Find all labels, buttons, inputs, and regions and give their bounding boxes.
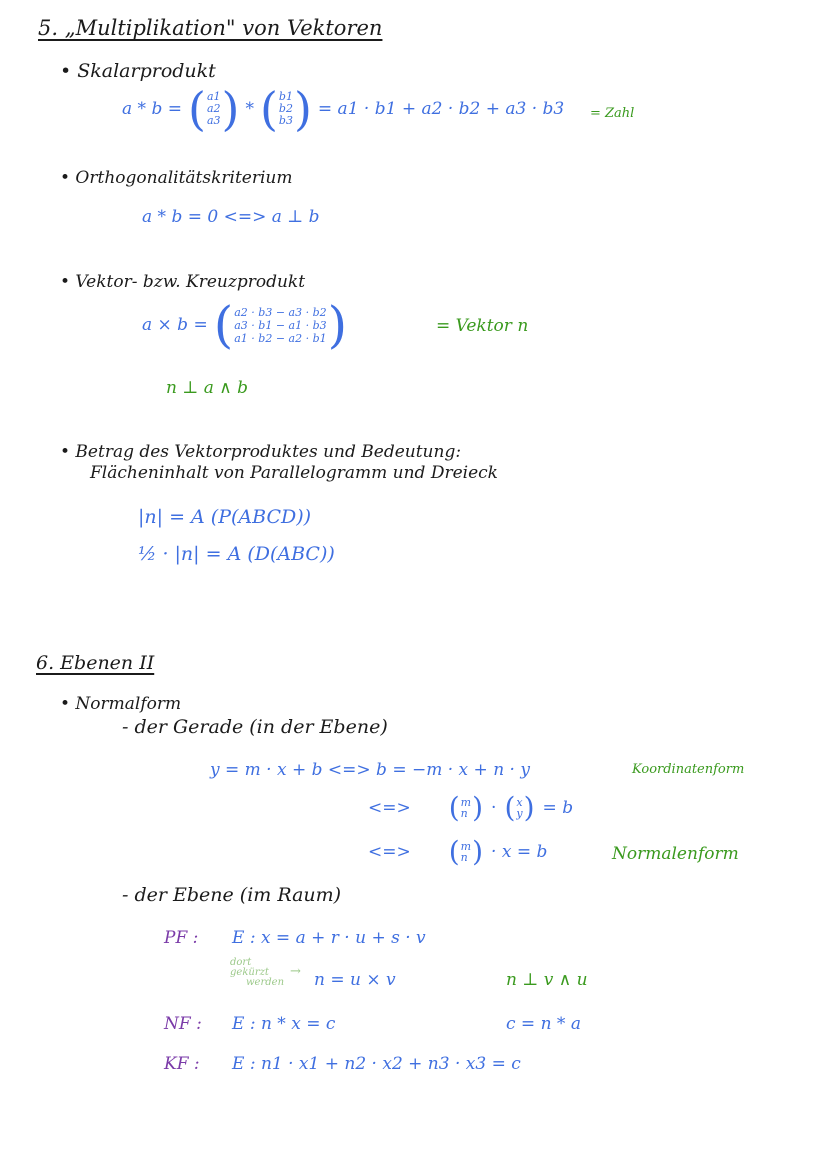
faint-note [230,958,284,988]
skalarprodukt-formula [122,82,565,136]
vector-a-entry: a3 [206,114,221,127]
xy-entry: y [516,807,523,820]
gerade-equation-3-rhs: · x = b [491,842,548,862]
kreuzprodukt-matrix: ( a2 · b3 − a3 · b2 a3 · b1 − a1 · b3 a1 · b2 − a2 · b1 ) [213,296,348,354]
xy-vector-column: ( x y ) [504,791,535,824]
gerade-equation-2-rhs: = b [542,798,574,818]
normal-entry: n [460,851,468,864]
kreuzprodukt-row: a3 · b1 − a1 · b3 [234,318,327,332]
betrag-label-line1: • Betrag des Vektorproduktes und Bedeutung: [60,442,462,462]
normal-vector-perp: n ⊥ v ∧ u [506,970,588,990]
kf-label: KF : [164,1054,200,1074]
vector-b-entry: b1 [278,90,293,103]
skalarprodukt-label: • Skalarprodukt [60,60,216,82]
vector-a-entry: a2 [206,102,221,115]
kreuzprodukt-formula [142,296,348,354]
gerade-equation-1: y = m · x + b <=> b = −m · x + n · y [210,760,530,780]
vector-b-entry: b2 [278,102,293,115]
nf-c-definition: c = n * a [506,1014,581,1034]
pf-label: PF : [164,928,199,948]
gerade-equation-2 [368,791,574,824]
vector-b-entry: b3 [278,114,293,127]
normal-vector-equation: n = u × v [314,970,396,990]
vector-b-column: ( b1 b2 b3 ) [259,82,312,136]
orthogonal-formula: a * b = 0 <=> a ⊥ b [142,207,320,227]
faint-note-line: dort [230,957,252,968]
kf-equation: E : n1 · x1 + n2 · x2 + n3 · x3 = c [232,1054,521,1074]
kreuzprodukt-row: a1 · b2 − a2 · b1 [234,331,327,345]
xy-entry: x [516,796,523,809]
kreuzprodukt-lhs: a × b = [142,315,208,335]
betrag-formula-2: ½ · |n| = A (D(ABC)) [138,543,335,565]
normalform-label: • Normalform [60,694,182,714]
skalarprodukt-lhs: a * b = [122,99,182,119]
nf-label: NF : [164,1014,202,1034]
nf-equation: E : n * x = c [232,1014,336,1034]
kreuzprodukt-row: a2 · b3 − a3 · b2 [234,305,327,319]
faint-note-line: werden [246,977,285,988]
normal-entry: m [460,840,472,853]
skalarprodukt-rhs: = a1 · b1 + a2 · b2 + a3 · b3 [317,99,565,119]
orthogonal-label: • Orthogonalitätskriterium [60,168,293,188]
section-6-title: 6. Ebenen II [36,652,155,674]
koordinatenform-note: Koordinatenform [632,762,745,777]
ebene-subheading: - der Ebene (im Raum) [122,884,342,906]
skalarprodukt-note: = Zahl [590,106,635,121]
skalarprodukt-star: * [245,99,254,119]
kreuzprodukt-label: • Vektor- bzw. Kreuzprodukt [60,272,306,292]
faint-arrow: → [290,964,301,979]
gerade-subheading: - der Gerade (in der Ebene) [122,716,388,738]
normal-entry: n [460,807,468,820]
gerade-equation-3 [368,835,548,868]
normalenform-note: Normalenform [612,844,739,864]
section-5-title: 5. „Multiplikation" von Vektoren [38,16,383,40]
equivalence-symbol: <=> [368,842,411,862]
kreuzprodukt-perp: n ⊥ a ∧ b [166,378,249,398]
faint-note-line: gekürzt [230,967,269,978]
equivalence-symbol: <=> [368,798,411,818]
dot-symbol: · [491,798,497,818]
kreuzprodukt-note: = Vektor n [436,316,529,336]
pf-equation: E : x = a + r · u + s · v [232,928,426,948]
vector-a-column: ( a1 a2 a3 ) [187,82,240,136]
vector-a-entry: a1 [206,90,221,103]
normal-entry: m [460,796,472,809]
betrag-formula-1: |n| = A (P(ABCD)) [138,506,312,528]
betrag-label-line2: Flächeninhalt von Parallelogramm und Dreieck [90,463,498,483]
normal-vector-column: ( m n ) [448,835,484,868]
normal-vector-column: ( m n ) [448,791,484,824]
